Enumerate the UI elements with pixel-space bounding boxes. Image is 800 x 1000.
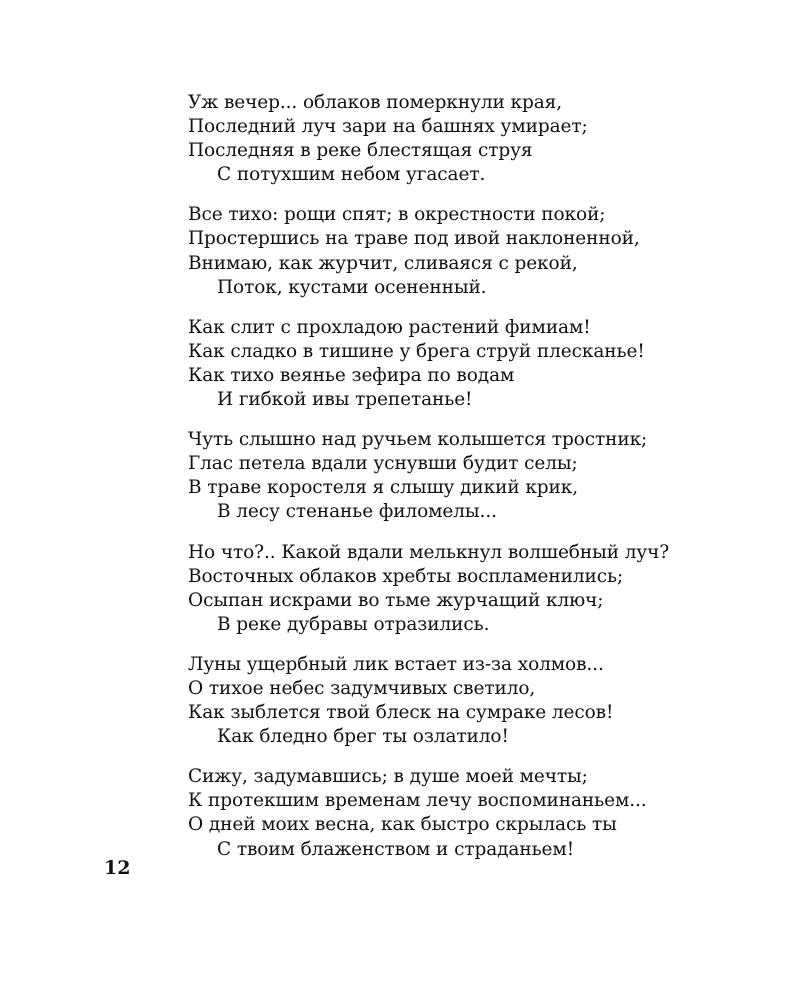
poem-line: Последний луч зари на башнях умирает; <box>188 116 588 138</box>
poem-line-indented: С потухшим небом угасает. <box>217 164 486 186</box>
poem-line: Сижу, задумавшись; в душе моей мечты; <box>188 766 588 788</box>
poem-line: Простершись на траве под ивой наклоненной, <box>188 228 640 250</box>
poem-line: Восточных облаков хребты воспламенились; <box>188 565 624 587</box>
poem-line: Осыпан искрами во тьме журчащий ключ; <box>188 589 604 611</box>
poem-line: О дней моих весна, как быстро скрылась ты <box>188 814 617 836</box>
poem-line: Как слит с прохладою растений фимиам! <box>188 316 591 338</box>
poem-line-indented: С твоим блаженством и страданьем! <box>217 838 575 860</box>
poem-line: В траве коростеля я слышу дикий крик, <box>188 477 579 499</box>
poem-line: Уж вечер... облаков померкнули края, <box>188 92 563 113</box>
poem-line: Чуть слышно над ручьем колышется тростник; <box>188 429 648 451</box>
poem-line-indented: В лесу стенанье филомелы... <box>217 501 497 523</box>
poem-line: К протекшим временам лечу воспоминаньем... <box>188 790 647 812</box>
poem-line: Как тихо веянье зефира по водам <box>188 364 515 386</box>
poem-line-indented: И гибкой ивы трепетанье! <box>217 389 473 411</box>
stanza-3 <box>188 316 748 412</box>
poem-line-indented: Поток, кустами осененный. <box>217 276 487 298</box>
stanza-2 <box>188 203 748 299</box>
poem-text <box>188 91 748 878</box>
stanza-1 <box>188 91 748 187</box>
poem-line: Внимаю, как журчит, сливаяся с рекой, <box>188 252 578 274</box>
stanza-6 <box>188 653 748 749</box>
stanza-4 <box>188 428 748 524</box>
poem-line: Луны ущербный лик встает из-за холмов... <box>188 653 604 675</box>
poem-line-indented: В реке дубравы отразились. <box>217 613 490 635</box>
page-number: 12 <box>104 857 131 879</box>
poem-line: Как зыблется твой блеск на сумраке лесов! <box>188 702 614 724</box>
poem-line-indented: Как бледно брег ты озлатило! <box>217 726 509 748</box>
poem-line: Все тихо: рощи спят; в окрестности покой; <box>188 204 606 226</box>
stanza-5 <box>188 541 748 637</box>
poem-line: Как сладко в тишине у брега струй плесканье! <box>188 340 645 362</box>
poem-line: Последняя в реке блестящая струя <box>188 140 533 162</box>
poem-line: Но что?.. Какой вдали мелькнул волшебный луч? <box>188 541 670 563</box>
stanza-7 <box>188 765 748 861</box>
poem-line: Глас петела вдали уснувши будит селы; <box>188 453 578 475</box>
poem-line: О тихое небес задумчивых светило, <box>188 677 536 699</box>
